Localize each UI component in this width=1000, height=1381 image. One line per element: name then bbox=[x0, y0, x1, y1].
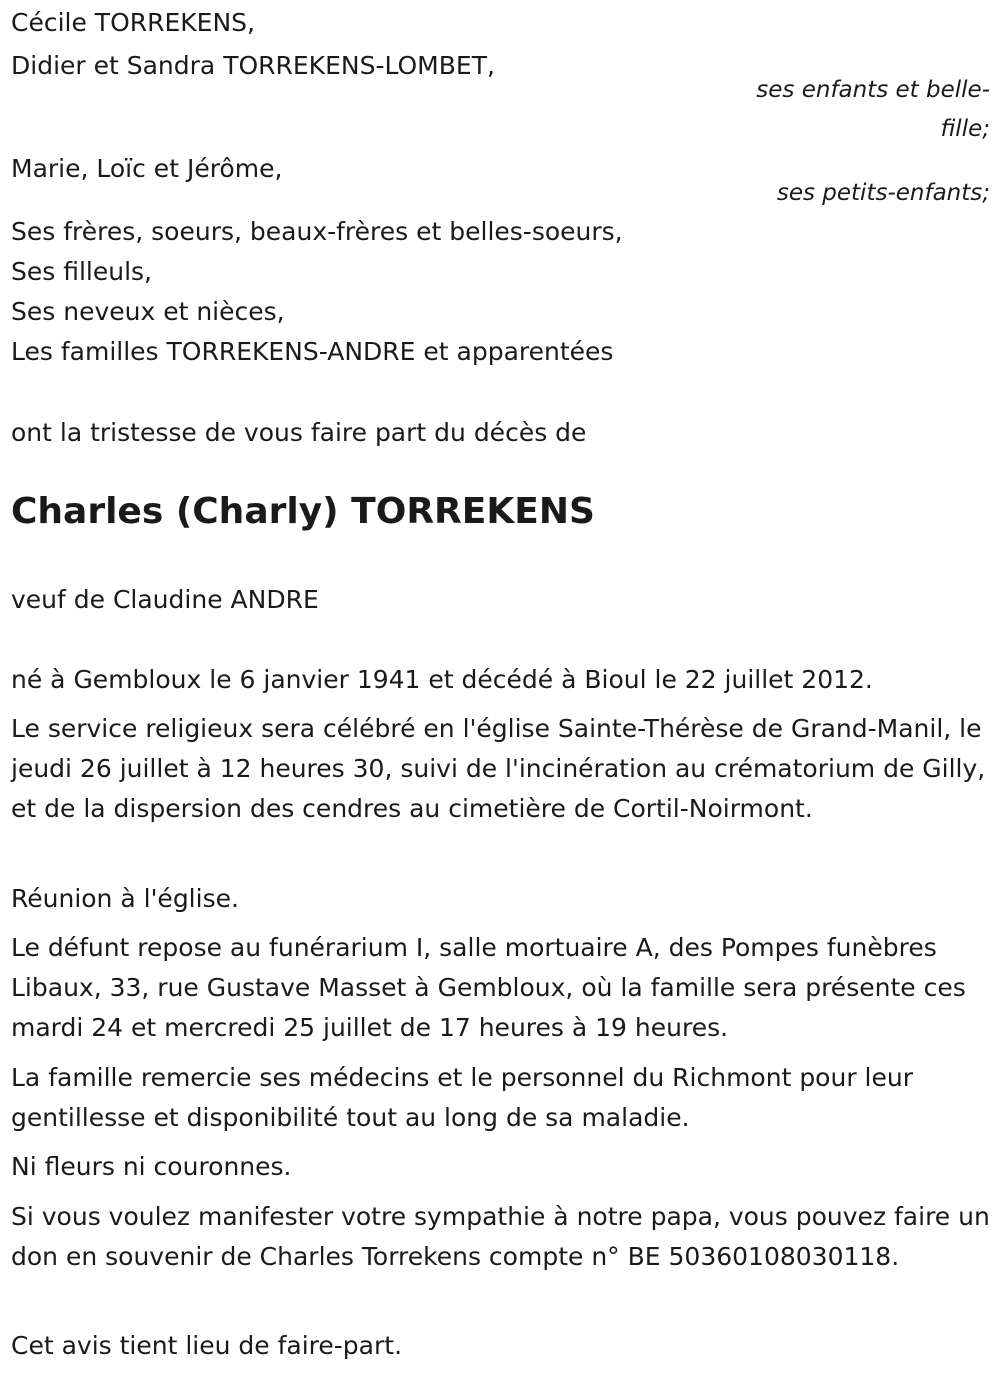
spouse-line: veuf de Claudine ANDRE bbox=[11, 585, 319, 614]
deceased-name: Charles (Charly) TORREKENS bbox=[11, 491, 595, 532]
reunion-text: Réunion à l'église. bbox=[11, 884, 239, 913]
families-line: Les familles TORREKENS-ANDRE et apparentées bbox=[11, 337, 614, 366]
thanks-paragraph bbox=[11, 1058, 991, 1138]
flowers-paragraph bbox=[11, 1147, 991, 1187]
repose-text: Le défunt repose au funérarium I, salle mortuaire A, des Pompes funèbres Libaux, 33, rue Gustave Masset à Gembloux, où la famille sera présente ces mardi 24 et mercredi 25 juillet de 17 heures à 19 heures. bbox=[11, 933, 966, 1042]
birth-death-text: né à Gembloux le 6 janvier 1941 et décédé à Bioul le 22 juillet 2012. bbox=[11, 665, 873, 694]
children-role-line-1: ses enfants et belle- bbox=[756, 77, 990, 103]
grandchildren-role: ses petits-enfants; bbox=[776, 180, 990, 206]
godchildren-line: Ses filleuls, bbox=[11, 257, 153, 286]
children-line-1: Cécile TORREKENS, bbox=[11, 8, 255, 37]
donation-paragraph bbox=[11, 1197, 991, 1277]
nephews-line: Ses neveux et nièces, bbox=[11, 297, 285, 326]
thanks-text: La famille remercie ses médecins et le personnel du Richmont pour leur gentillesse et disponibilité tout au long de sa maladie. bbox=[11, 1063, 914, 1132]
repose-paragraph bbox=[11, 928, 991, 1048]
notice-text: Cet avis tient lieu de faire-part. bbox=[11, 1331, 403, 1360]
children-line-2: Didier et Sandra TORREKENS-LOMBET, bbox=[11, 51, 495, 80]
flowers-text: Ni fleurs ni couronnes. bbox=[11, 1152, 292, 1181]
grandchildren-line: Marie, Loïc et Jérôme, bbox=[11, 154, 283, 183]
donation-text: Si vous voulez manifester votre sympathie à notre papa, vous pouvez faire un don en souvenir de Charles Torrekens compte n° BE 50360108030118. bbox=[11, 1202, 990, 1271]
notice-paragraph bbox=[11, 1326, 991, 1366]
announcement-line: ont la tristesse de vous faire part du décès de bbox=[11, 418, 587, 447]
service-paragraph bbox=[11, 709, 991, 829]
reunion-paragraph bbox=[11, 879, 991, 919]
service-text: Le service religieux sera célébré en l'église Sainte-Thérèse de Grand-Manil, le jeudi 26 juillet à 12 heures 30, suivi de l'incinération au crématorium de Gilly, et de la dispersion des cendres au cimetière de Cortil-Noirmont. bbox=[11, 714, 986, 823]
children-role-line-2: fille; bbox=[940, 116, 990, 142]
siblings-line: Ses frères, soeurs, beaux-frères et belles-soeurs, bbox=[11, 217, 623, 246]
birth-death-paragraph bbox=[11, 660, 991, 700]
